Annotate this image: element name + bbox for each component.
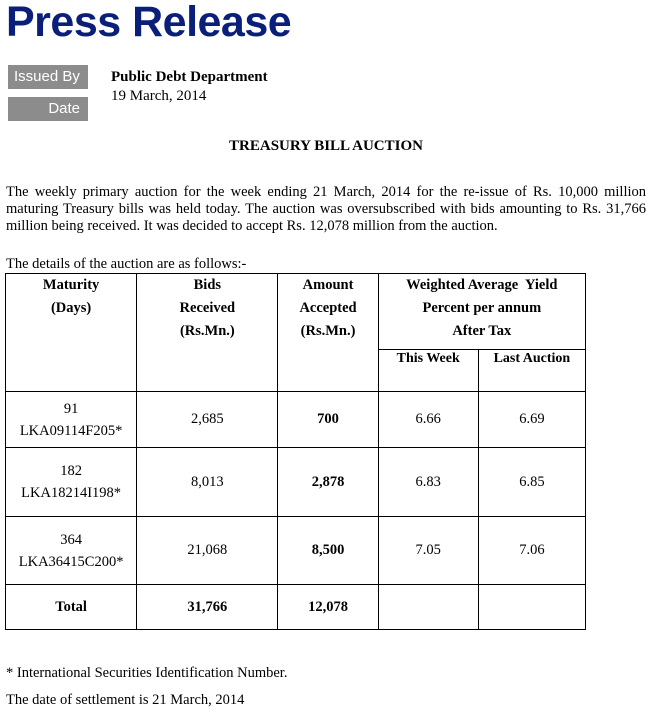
bids-header-line: Bids (193, 277, 222, 293)
maturity-days: 91 (63, 400, 79, 417)
last-auction-cell: 6.69 (478, 392, 585, 448)
table-row (6, 448, 586, 517)
table-row (6, 392, 586, 448)
this-week-cell: 7.05 (378, 517, 478, 585)
footnote: * International Securities Identification Number. (6, 665, 288, 681)
total-accepted: 12,078 (278, 585, 378, 630)
issued-by-value: Public Debt Department (111, 69, 268, 85)
maturity-days: 182 (60, 463, 82, 479)
total-empty-cell (378, 585, 478, 630)
date-value: 19 March, 2014 (111, 88, 207, 104)
bids-cell: 2,685 (137, 392, 278, 448)
this-week-header: This Week (378, 350, 478, 392)
maturity-cell (6, 448, 137, 517)
maturity-isin: LKA36415C200* (18, 553, 124, 570)
total-empty-cell (478, 585, 585, 630)
accepted-cell: 700 (278, 392, 378, 448)
yield-header-line: After Tax (452, 323, 512, 339)
maturity-header-line: Maturity (42, 277, 100, 293)
bids-header (137, 274, 278, 392)
details-intro: The details of the auction are as follows:- (6, 256, 247, 272)
press-release-title: Press Release (6, 0, 292, 46)
maturity-cell (6, 517, 137, 585)
document-heading: TREASURY BILL AUCTION (229, 138, 423, 154)
issued-by-label: Issued By (8, 65, 88, 89)
last-auction-cell: 6.85 (478, 448, 585, 517)
last-auction-header: Last Auction (478, 350, 585, 392)
maturity-cell (6, 392, 137, 448)
bids-cell: 21,068 (137, 517, 278, 585)
maturity-header (6, 274, 137, 392)
last-auction-cell: 7.06 (478, 517, 585, 585)
yield-header-line: Weighted Average Yield (406, 277, 558, 293)
bids-header-line: (Rs.Mn.) (179, 323, 235, 339)
auction-table (5, 273, 586, 630)
date-label: Date (8, 97, 88, 121)
accepted-cell: 8,500 (278, 517, 378, 585)
yield-header (378, 274, 585, 350)
amount-header-line: Accepted (299, 300, 357, 316)
yield-header-line: Percent per annum (422, 300, 542, 316)
bids-header-line: Received (179, 300, 236, 316)
body-paragraph: The weekly primary auction for the week ending 21 March, 2014 for the re-issue of Rs. 10,000 million maturing Treasury bills was held today. The auction was oversubscribed with bids amounting to Rs. 31,766 million being received. It was decided to accept Rs. 12,078 million from the auction. (6, 184, 646, 234)
amount-header-line: Amount (302, 277, 354, 293)
maturity-isin: LKA09114F205* (19, 422, 123, 439)
table-row (6, 517, 586, 585)
total-label: Total (6, 585, 137, 630)
maturity-isin: LKA18214I198* (21, 485, 122, 501)
accepted-cell: 2,878 (278, 448, 378, 517)
settlement-note: The date of settlement is 21 March, 2014 (6, 692, 245, 708)
bids-cell: 8,013 (137, 448, 278, 517)
maturity-days: 364 (60, 531, 82, 548)
maturity-header-line: (Days) (50, 300, 92, 316)
amount-header (278, 274, 378, 392)
total-row (6, 585, 586, 630)
this-week-cell: 6.83 (378, 448, 478, 517)
total-bids: 31,766 (137, 585, 278, 630)
header-row (6, 274, 586, 350)
this-week-cell: 6.66 (378, 392, 478, 448)
amount-header-line: (Rs.Mn.) (300, 323, 356, 339)
